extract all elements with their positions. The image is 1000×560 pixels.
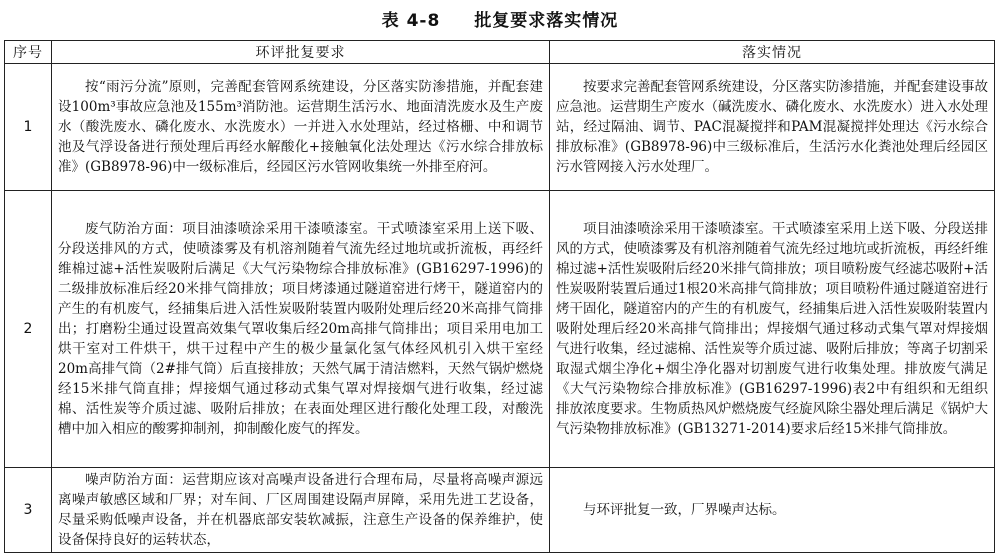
requirement-cell: 按“雨污分流”原则，完善配套管网系统建设，分区落实防渗措施，并配套建设100m³事故应急池及155m³消防池。运营期生活污水、地面清洗废水及生产废水（酸洗废水、磷化废水、水洗废水）一并进入水处理站，经过格栅、中和调节池及气浮设备进行预处理后再经水解酸化+接触氧化法处理达《污水综合排放标准》(GB8978-96)中一级标准后，经园区污水管网收集统一外排至府河。 xyxy=(52,64,550,191)
implementation-cell: 项目油漆喷涂采用干漆喷漆室。干式喷漆室采用上送下吸、分段送排风的方式，使喷漆雾及有机溶剂随着气流先经过地坑或折流板，再经纤维棉过滤+活性炭吸附后经20米排气筒排放；项目喷粉废气经滤芯吸附+活性炭吸附装置后通过1根20米高排气筒排放；项目喷粉件通过隧道窑进行烤干固化，隧道窑内的产生的有机废气，经捕集后进入活性炭吸附装置内吸附处理后经20米高排气筒排出；焊接烟气通过移动式集气罩对焊接烟气进行收集，经过滤棉、活性炭等介质过滤、吸附后排放；等离子切割采取湿式烟尘净化+烟尘净化器对切割废气进行收集处理。排放废气满足《大气污染物综合排放标准》(GB16297-1996)表2中有组织和无组织排放浓度要求。生物质热风炉燃烧废气经旋风除尘器处理后满足《锅炉大气污染物排放标准》(GB13271-2014)要求后经15米排气筒排放。 xyxy=(550,191,995,468)
header-eia-requirement: 环评批复要求 xyxy=(52,41,550,64)
header-serial-number: 序号 xyxy=(5,41,52,64)
requirement-cell: 废气防治方面：项目油漆喷涂采用干漆喷漆室。干式喷漆室采用上送下吸、分段送排风的方式，使喷漆雾及有机溶剂随着气流先经过地坑或折流板，再经纤维棉过滤+活性炭吸附后满足《大气污染物综合排放标准》(GB16297-1996)的二级排放标准后经20米排气筒排放；项目烤漆通过隧道窑进行烤干，隧道窑内的产生的有机废气，经捕集后进入活性炭吸附装置内吸附处理后经20米高排气筒排出；打磨粉尘通过设置高效集气罩收集后经20m高排气筒排出；项目采用电加工烘干室对工件烘干，烘干过程中产生的极少量氯化氢气体经风机引入烘干室经20m高排气筒（2#排气筒）后直接排放；天然气属于清洁燃料，天然气锅炉燃烧经15米排气筒直排；焊接烟气通过移动式集气罩对焊接烟气进行收集，经过滤棉、活性炭等介质过滤、吸附后排放；在表面处理区进行酸化处理工段，对酸洗槽中加入相应的酸雾抑制剂，抑制酸化废气的挥发。 xyxy=(52,191,550,468)
row-number: 1 xyxy=(5,64,52,191)
implementation-cell: 与环评批复一致，厂界噪声达标。 xyxy=(550,468,995,553)
table-title: 批复要求落实情况 xyxy=(474,11,619,31)
table-number: 表 4-8 xyxy=(381,11,441,31)
row-number: 3 xyxy=(5,468,52,553)
table-caption xyxy=(0,6,1000,31)
header-row xyxy=(5,41,995,64)
header-implementation: 落实情况 xyxy=(550,41,995,64)
implementation-cell: 按要求完善配套管网系统建设，分区落实防渗措施，并配套建设事故应急池。运营期生产废水（碱洗废水、磷化废水、水洗废水）进入水处理站，经过隔油、调节、PAC混凝搅拌和PAM混凝搅拌处理达《污水综合排放标准》(GB8978-96)中三级标准后，生活污水化粪池处理后经园区污水管网接入污水处理厂。 xyxy=(550,64,995,191)
table-row xyxy=(5,468,995,553)
row-number: 2 xyxy=(5,191,52,468)
table-row xyxy=(5,64,995,191)
requirement-cell: 噪声防治方面：运营期应该对高噪声设备进行合理布局，尽量将高噪声源远离噪声敏感区域和厂界；对车间、厂区周围建设隔声屏障，采用先进工艺设备，尽量采购低噪声设备，并在机器底部安装软减振，注意生产设备的保养维护，使设备保持良好的运转状态， xyxy=(52,468,550,553)
table-row xyxy=(5,191,995,468)
requirements-table xyxy=(4,40,995,553)
